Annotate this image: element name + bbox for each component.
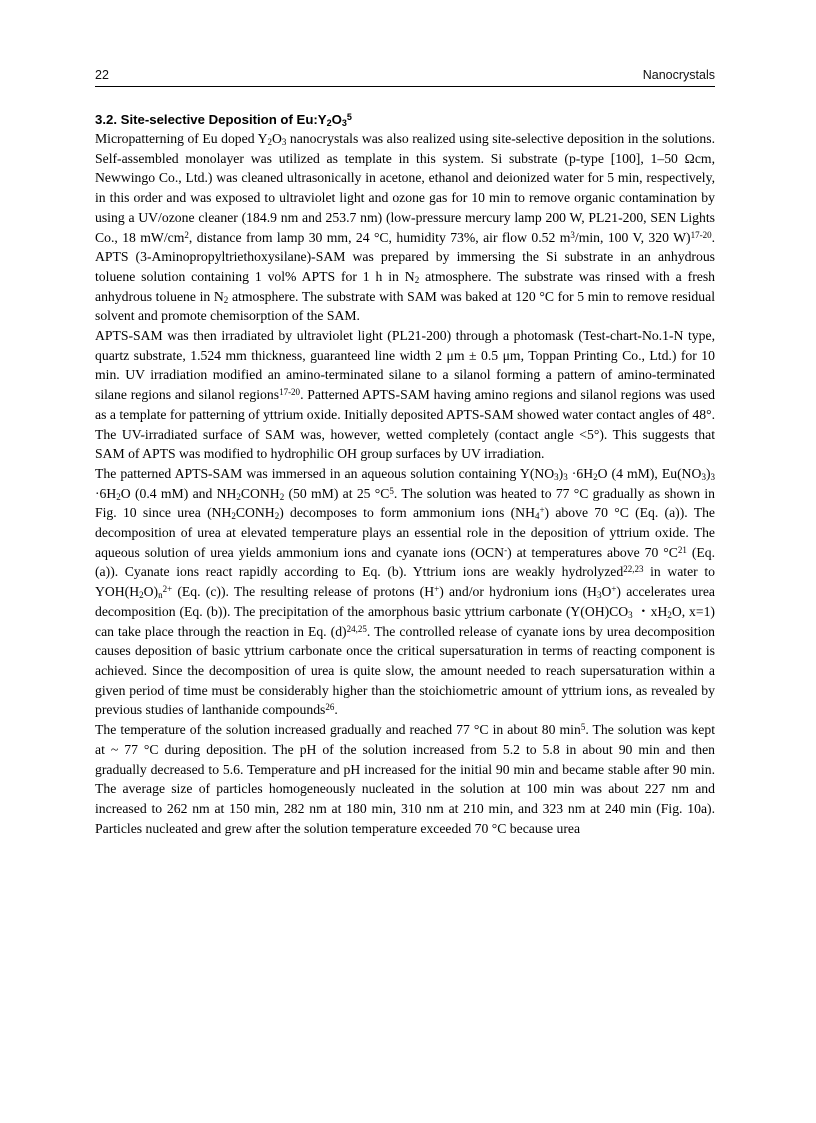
subscript: 3: [596, 590, 602, 601]
subscript: n: [158, 590, 163, 601]
superscript: 22,23: [623, 564, 644, 575]
superscript: -: [504, 544, 508, 555]
subscript: 2: [116, 491, 121, 502]
subscript: 3: [563, 471, 568, 482]
superscript: +: [434, 584, 440, 595]
body-text: [95, 129, 715, 838]
superscript: 5: [580, 722, 586, 733]
subscript: 2: [667, 609, 672, 620]
subscript: 2: [236, 491, 241, 502]
section-title-subscript: 3: [341, 118, 347, 128]
superscript: 17-20: [690, 229, 712, 240]
page: [95, 60, 715, 838]
paragraph-3: The patterned APTS-SAM was immersed in an aqueous solution containing $Y(NO_3)_3 \cdot 6H_2O$ (4 mM), $Eu(NO_3)_3 \cdot 6H_2O$ (0.4 mM) and $NH_2CONH_2$ (50 mM) at 25 $^\circ C^5$. The solution was heated to 77 °C gradually as shown in Fig. 10 since urea $(NH_2CONH_2)$ decomposes to form ammonium ions $(NH_4^+)$ above 70 °C (Eq. (a)). The decomposition of urea at elevated temperature plays an essential role in the deposition of yttrium oxide. The aqueous solution of urea yields ammonium ions and cyanate ions (OCN-) at temperatures above 70 $^\circ C^{21}$ (Eq. (a)). Cyanate ions react rapidly according to Eq. (b). Yttrium ions are weakly hydrolyzed$^{22,23}$ in water to $YOH(H_2O)_n^{2+}$ (Eq. (c)). The resulting release of protons (H+) and/or hydronium ions $(H_3O^+)$ accelerates urea decomposition (Eq. (b)). The precipitation of the amorphous basic yttrium carbonate ($Y(OH)CO_3$ ・$xH_2O$, x=1) can take place through the reaction in Eq. $(d)^{24,25}$. The controlled release of cyanate ions by urea decomposition causes deposition of basic yttrium carbonate once the critical supersaturation in terms of reacting component is achieved. Since the decomposition of urea is quite slow, the amount needed to reach supersaturation within a given period of time must be considerably higher than the stoichiometric amount of yttrium ions, as revealed by previous studies of lanthanide compounds$^{26}$.: [95, 465, 716, 718]
section-title-reference: 5: [346, 112, 352, 122]
section-title-subscript: 2: [326, 118, 332, 128]
superscript: 3: [570, 229, 575, 240]
superscript: 5: [389, 485, 394, 496]
superscript: 2: [184, 229, 189, 240]
superscript: 21: [677, 544, 687, 555]
subscript: 4: [534, 511, 540, 522]
superscript: 26: [325, 702, 335, 713]
paragraph-1: Micropatterning of Eu doped $Y_2O_3$ nanocrystals was also realized using site-selective deposition in the solutions. Self-assembled monolayer was utilized as template in this system. Si substrate (p-type [100], 1–50 Ωcm, Newwingo Co., Ltd.) was cleaned ultrasonically in acetone, ethanol and deionized water for 5 min, respectively, in this order and was exposed to ultraviolet light and ozone gas for 10 min to remove organic contamination by using a UV/ozone cleaner (184.9 nm and 253.7 nm) (low-pressure mercury lamp 200 W, PL21-200, SEN Lights Co., 18 $mW/cm^2$, distance from lamp 30 mm, 24 °C, humidity 73%, air flow 0.52 $m^3/\min$, 100 V, 320 W)$^{17-20}$. APTS (3-Aminopropyltriethoxysilane)-SAM was prepared by immersing the Si substrate in an anhydrous toluene solution containing 1 vol% APTS for 1 h in $N_2$ atmosphere. The substrate was rinsed with a fresh anhydrous toluene in $N_2$ atmosphere. The substrate with SAM was baked at 120 °C for 5 min to remove residual solvent and promote chemisorption of the SAM.: [95, 131, 716, 324]
section-number: 3.2.: [95, 112, 117, 127]
paragraph-2: APTS-SAM was then irradiated by ultraviolet light (PL21-200) through a photomask (Test-chart-No.1-N type, quartz substrate, 1.524 mm thickness, guaranteed line width 2 μm ± 0.5 μm, Toppan Printing Co., Ltd.) for 10 min. UV irradiation modified an amino-terminated silane to a silanol forming a pattern of amino-terminated silane regions and silanol regions$^{17-20}$. Patterned APTS-SAM having amino regions and silanol regions was used as a template for patterning of yttrium oxide. Initially deposited APTS-SAM showed water contact angles of 48°. The UV-irradiated surface of SAM was, however, wetted completely (contact angle <5°). This suggests that SAM of APTS was modified to hydrophilic OH group surfaces by UV irradiation.: [95, 328, 715, 462]
section-heading: [95, 112, 715, 127]
subscript: 2: [414, 274, 420, 285]
superscript: 24,25: [346, 623, 367, 634]
superscript: 2+: [162, 584, 173, 595]
subscript: 3: [554, 471, 559, 482]
superscript: +: [539, 505, 545, 516]
subscript: 3: [710, 471, 715, 482]
subscript: 2: [267, 137, 272, 147]
subscript: 2: [274, 511, 280, 522]
page-number: 22: [95, 68, 109, 82]
subscript: 3: [628, 609, 633, 620]
superscript: +: [611, 584, 617, 595]
subscript: 2: [231, 511, 236, 522]
running-header: [95, 60, 715, 87]
paragraph-4: The temperature of the solution increased gradually and reached 77 °C in about 80 $\min^5$. The solution was kept at ~ 77 °C during deposition. The pH of the solution increased from 5.2 to 5.8 in about 90 min and then gradually decreased to 5.6. Temperature and pH increased for the initial 90 min and became stable after 90 min. The average size of particles homogeneously nucleated in the solution at 100 min was about 227 nm and increased to 262 nm at 150 min, 282 nm at 180 min, 310 nm at 210 min, and 323 nm at 240 min (Fig. 10a). Particles nucleated and grew after the solution temperature exceeded 70 °C because urea: [95, 722, 715, 836]
subscript: 2: [279, 491, 285, 502]
subscript: 3: [281, 137, 287, 147]
superscript: 17-20: [279, 387, 301, 398]
subscript: 2: [593, 471, 598, 482]
subscript: 2: [223, 294, 229, 305]
section-title: Site-selective Deposition of Eu:Y: [120, 112, 327, 127]
running-title: Nanocrystals: [642, 68, 715, 82]
subscript: 2: [139, 590, 144, 601]
subscript: 3: [701, 471, 706, 482]
section-title-part: O: [331, 112, 342, 127]
